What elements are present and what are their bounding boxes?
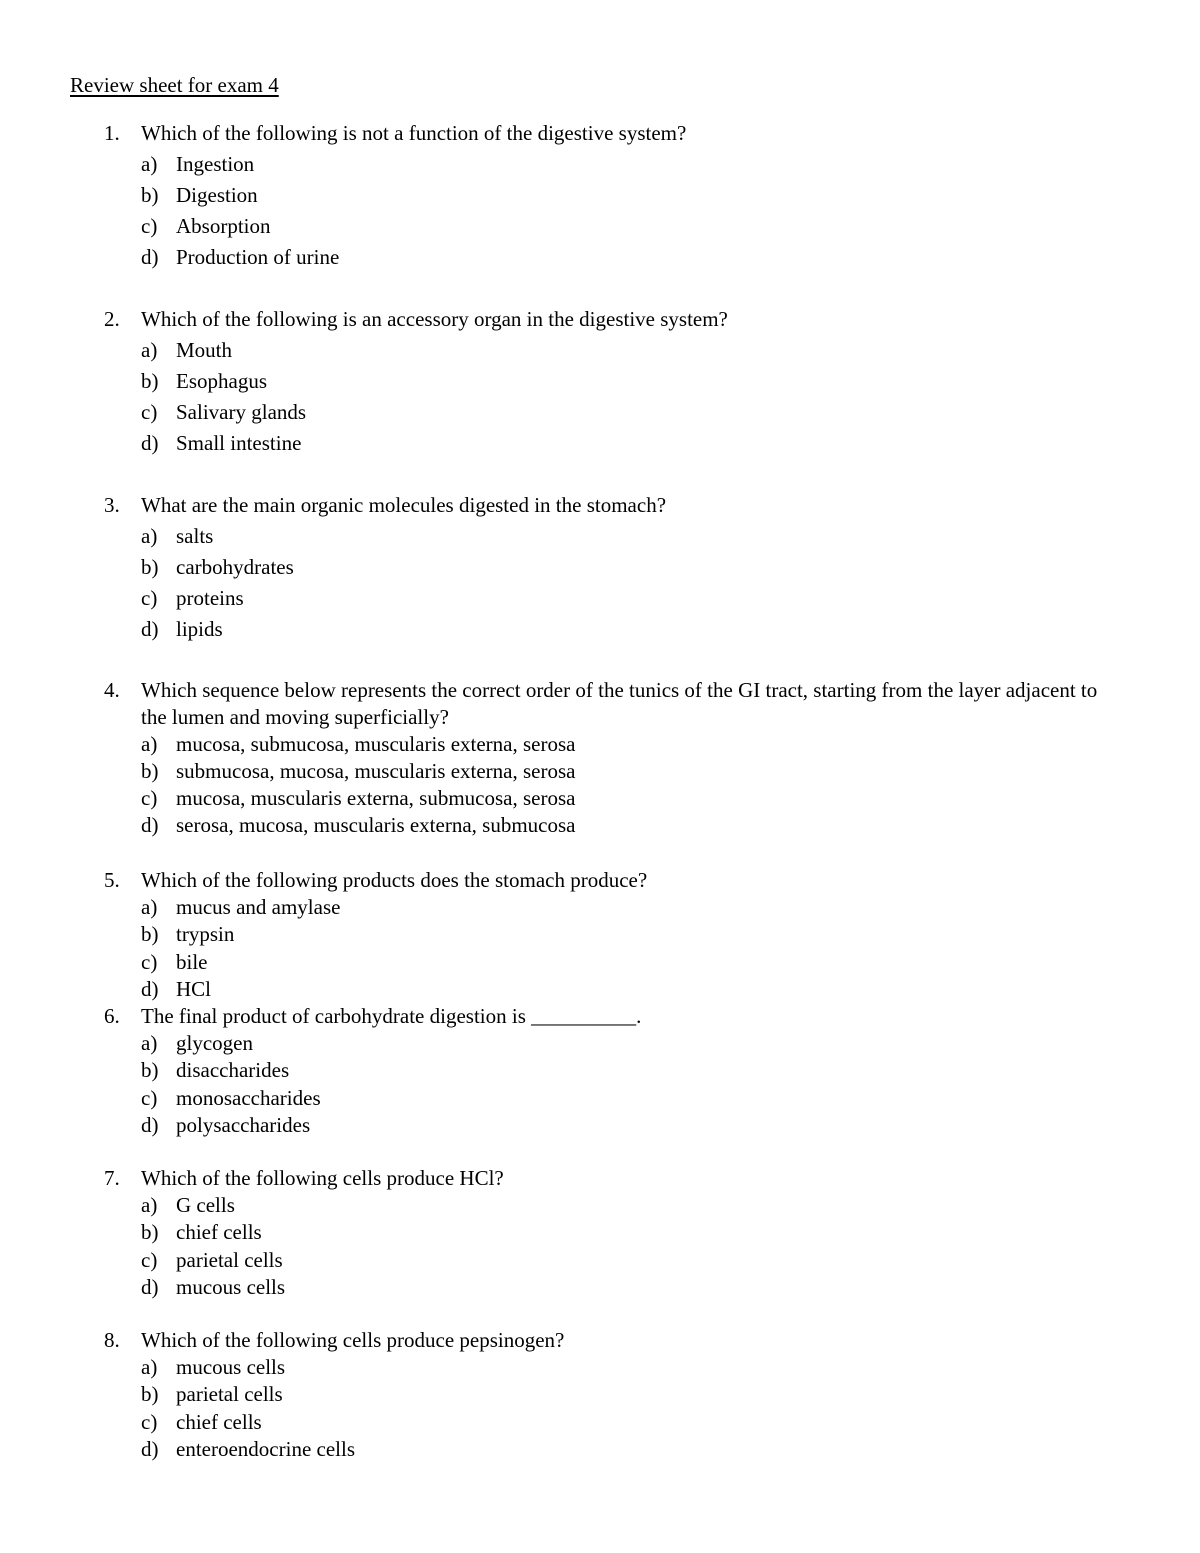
option-text: trypsin bbox=[176, 922, 235, 947]
answer-option bbox=[104, 552, 1114, 583]
answer-option bbox=[104, 1381, 1114, 1408]
answer-option bbox=[104, 1354, 1114, 1381]
option-label: b) bbox=[141, 922, 159, 947]
option-label: b) bbox=[141, 183, 159, 207]
question-text: The final product of carbohydrate digestion is __________. bbox=[141, 1004, 642, 1029]
answer-option bbox=[104, 812, 1114, 839]
option-label: d) bbox=[141, 1436, 159, 1461]
answer-option bbox=[104, 211, 1114, 242]
answer-option bbox=[104, 180, 1114, 211]
option-text: submucosa, mucosa, muscularis externa, serosa bbox=[176, 759, 576, 783]
option-text: mucous cells bbox=[176, 1355, 286, 1380]
question-number: 1. bbox=[104, 121, 120, 145]
option-label: a) bbox=[141, 1355, 158, 1380]
question-number: 7. bbox=[104, 1166, 120, 1190]
question-1 bbox=[104, 118, 1114, 273]
option-text: Salivary glands bbox=[176, 400, 307, 424]
answer-option bbox=[104, 1057, 1114, 1084]
option-label: b) bbox=[141, 555, 159, 579]
answer-option bbox=[104, 1247, 1114, 1274]
option-label: b) bbox=[141, 1382, 159, 1407]
question-stem bbox=[104, 1003, 1114, 1030]
option-label: c) bbox=[141, 400, 158, 424]
question-4 bbox=[104, 677, 1114, 839]
answer-option bbox=[104, 397, 1114, 428]
answer-option bbox=[104, 521, 1114, 552]
question-5-6 bbox=[104, 867, 1114, 1139]
option-label: a) bbox=[141, 732, 158, 756]
option-text: Digestion bbox=[176, 183, 258, 207]
answer-option bbox=[104, 335, 1114, 366]
answer-option bbox=[104, 1274, 1114, 1301]
question-number: 8. bbox=[104, 1328, 120, 1352]
option-label: a) bbox=[141, 1031, 158, 1056]
option-text: G cells bbox=[176, 1193, 235, 1218]
answer-option bbox=[104, 1219, 1114, 1246]
option-label: d) bbox=[141, 617, 159, 641]
option-label: c) bbox=[141, 786, 158, 810]
question-text: Which of the following cells produce HCl? bbox=[141, 1166, 504, 1190]
option-label: c) bbox=[141, 214, 158, 238]
answer-option bbox=[104, 614, 1114, 645]
option-label: b) bbox=[141, 1220, 159, 1245]
option-text: parietal cells bbox=[176, 1247, 283, 1272]
option-label: b) bbox=[141, 759, 159, 783]
question-text: Which of the following is an accessory organ in the digestive system? bbox=[141, 307, 728, 331]
question-number: 6. bbox=[104, 1004, 120, 1029]
option-text: Small intestine bbox=[176, 431, 302, 455]
answer-option bbox=[104, 242, 1114, 273]
option-label: b) bbox=[141, 369, 159, 393]
option-text: serosa, mucosa, muscularis externa, submucosa bbox=[176, 813, 576, 837]
option-text: mucosa, submucosa, muscularis externa, serosa bbox=[176, 732, 576, 756]
question-stem bbox=[104, 677, 1114, 731]
option-text: Esophagus bbox=[176, 369, 267, 393]
option-label: d) bbox=[141, 431, 159, 455]
option-text: chief cells bbox=[176, 1220, 262, 1245]
answer-option bbox=[104, 785, 1114, 812]
answer-option bbox=[104, 1085, 1114, 1112]
option-text: mucus and amylase bbox=[176, 895, 341, 920]
option-text: enteroendocrine cells bbox=[176, 1436, 355, 1461]
option-label: d) bbox=[141, 245, 159, 269]
option-text: chief cells bbox=[176, 1409, 262, 1434]
option-text: mucous cells bbox=[176, 1274, 286, 1299]
option-label: c) bbox=[141, 586, 158, 610]
question-number: 4. bbox=[104, 678, 120, 702]
answer-option bbox=[104, 583, 1114, 614]
option-label: c) bbox=[141, 1409, 158, 1434]
option-text: mucosa, muscularis externa, submucosa, serosa bbox=[176, 786, 576, 810]
answer-option bbox=[104, 1192, 1114, 1219]
question-stem bbox=[104, 118, 1114, 149]
option-label: d) bbox=[141, 813, 159, 837]
question-number: 5. bbox=[104, 868, 120, 892]
option-text: polysaccharides bbox=[176, 1112, 311, 1137]
answer-option bbox=[104, 366, 1114, 397]
answer-option bbox=[104, 1112, 1114, 1139]
question-text: Which of the following products does the stomach produce? bbox=[141, 868, 648, 892]
option-text: proteins bbox=[176, 586, 244, 610]
option-text: Mouth bbox=[176, 338, 233, 362]
question-7 bbox=[104, 1165, 1114, 1301]
question-number: 2. bbox=[104, 307, 120, 331]
answer-option bbox=[104, 149, 1114, 180]
answer-option bbox=[104, 976, 1114, 1003]
option-text: parietal cells bbox=[176, 1382, 283, 1407]
question-text: What are the main organic molecules digested in the stomach? bbox=[141, 493, 667, 517]
option-label: c) bbox=[141, 1085, 158, 1110]
answer-option bbox=[104, 1030, 1114, 1057]
option-label: c) bbox=[141, 1247, 158, 1272]
option-label: d) bbox=[141, 1274, 159, 1299]
question-stem bbox=[104, 1165, 1114, 1192]
answer-option bbox=[104, 894, 1114, 921]
option-text: bile bbox=[176, 949, 208, 974]
option-label: d) bbox=[141, 1112, 159, 1137]
answer-option bbox=[104, 428, 1114, 459]
option-label: a) bbox=[141, 895, 158, 920]
option-label: c) bbox=[141, 949, 158, 974]
option-text: Production of urine bbox=[176, 245, 340, 269]
question-number: 3. bbox=[104, 493, 120, 517]
option-label: a) bbox=[141, 338, 158, 362]
option-text: carbohydrates bbox=[176, 555, 294, 579]
option-label: b) bbox=[141, 1058, 159, 1083]
question-stem bbox=[104, 1327, 1114, 1354]
question-text: Which of the following is not a function of the digestive system? bbox=[141, 121, 687, 145]
option-label: a) bbox=[141, 152, 158, 176]
option-text: Absorption bbox=[176, 214, 271, 238]
option-label: d) bbox=[141, 976, 159, 1001]
option-text: Ingestion bbox=[176, 152, 255, 176]
answer-option bbox=[104, 731, 1114, 758]
question-text: Which of the following cells produce pepsinogen? bbox=[141, 1328, 565, 1352]
option-label: a) bbox=[141, 524, 158, 548]
question-stem bbox=[104, 304, 1114, 335]
answer-option bbox=[104, 758, 1114, 785]
question-2 bbox=[104, 304, 1114, 459]
answer-option bbox=[104, 1436, 1114, 1463]
page-title: Review sheet for exam 4 bbox=[70, 73, 279, 97]
answer-option bbox=[104, 921, 1114, 948]
question-8 bbox=[104, 1327, 1114, 1463]
answer-option bbox=[104, 949, 1114, 976]
question-text: Which sequence below represents the correct order of the tunics of the GI tract, starting from the layer adjacent to the lumen and moving superficially? bbox=[141, 678, 1098, 729]
question-3 bbox=[104, 490, 1114, 645]
option-text: monosaccharides bbox=[176, 1085, 321, 1110]
option-text: salts bbox=[176, 524, 214, 548]
question-stem bbox=[104, 867, 1114, 894]
question-stem bbox=[104, 490, 1114, 521]
option-text: disaccharides bbox=[176, 1058, 290, 1083]
answer-option bbox=[104, 1409, 1114, 1436]
option-text: HCl bbox=[176, 976, 212, 1001]
option-text: lipids bbox=[176, 617, 223, 641]
option-text: glycogen bbox=[176, 1031, 253, 1056]
option-label: a) bbox=[141, 1193, 158, 1218]
